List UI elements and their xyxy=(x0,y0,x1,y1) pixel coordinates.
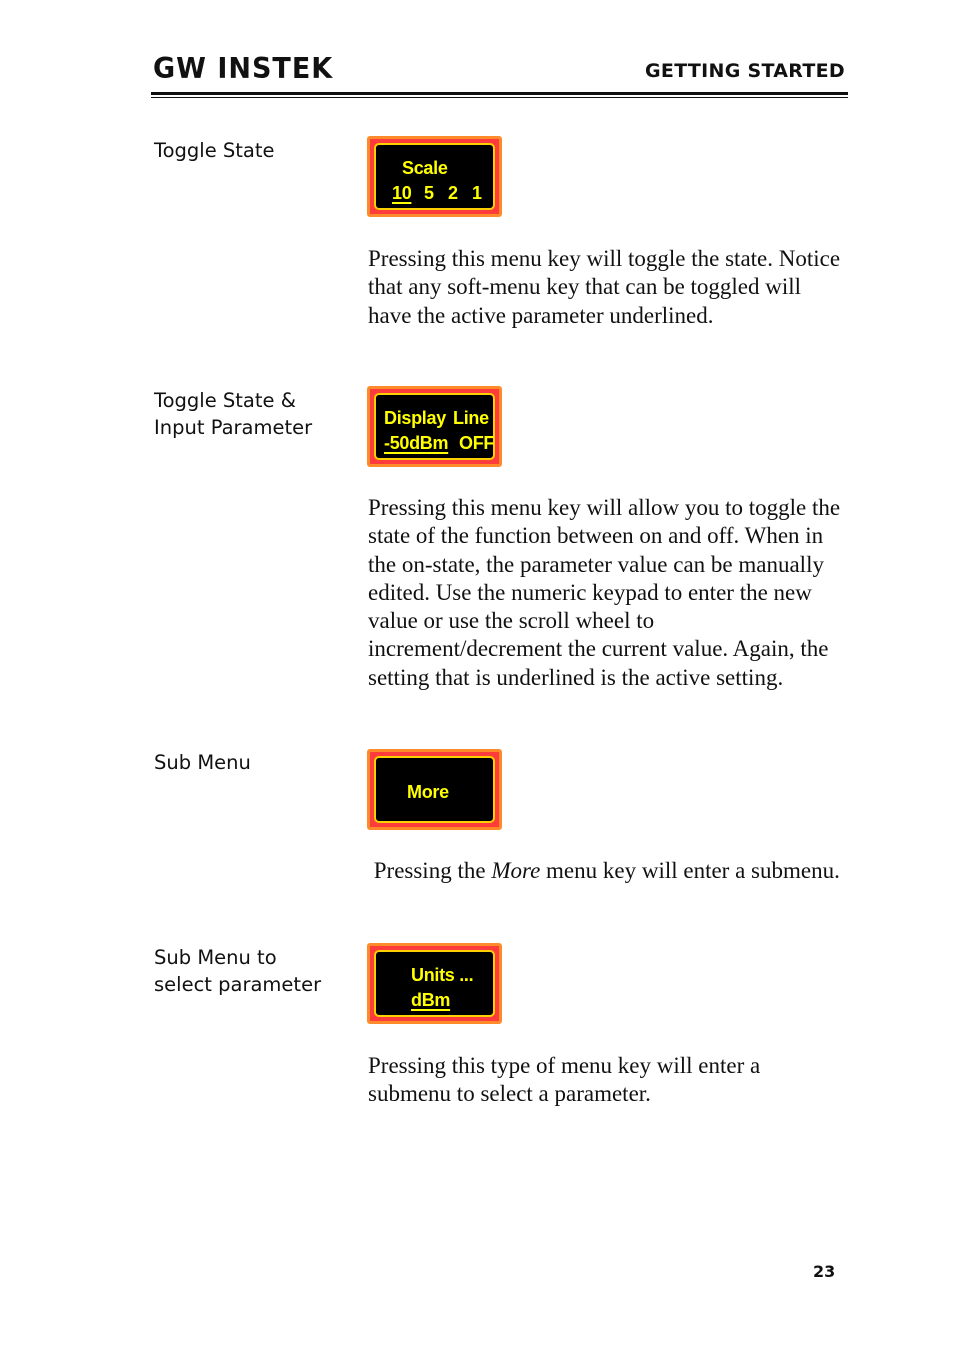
section-title: GETTING STARTED xyxy=(645,60,845,82)
softkey-option: 2 xyxy=(448,183,458,203)
softkey-title: Scale xyxy=(402,158,448,178)
entry-description: Pressing this menu key will allow you to toggle the state of the function between on and off. When in the on-state, the parameter value can be manually edited. Use the numeric keypad to enter the new value or use the scroll wheel to increment/decrement the current value. Again, the setting that is underlined is the active setting. xyxy=(368,495,841,690)
softkey-option-active: dBm xyxy=(411,990,451,1010)
label-line: Sub Menu to xyxy=(154,946,277,969)
entry-label-sub-menu xyxy=(154,749,344,776)
page-number: 23 xyxy=(813,1262,836,1281)
softkey-title: More xyxy=(407,782,449,802)
softkey-option: OFF xyxy=(459,433,495,453)
softkey-scale[interactable] xyxy=(367,136,502,217)
softkey-face xyxy=(374,143,495,210)
softkey-title: Units ... xyxy=(411,965,474,985)
label-line: select parameter xyxy=(154,973,322,996)
header-rule-thin xyxy=(151,97,848,98)
header-rule xyxy=(151,92,848,95)
entry-description: Pressing this type of menu key will enter a submenu to select a parameter. xyxy=(368,1053,761,1107)
softkey-face xyxy=(374,393,495,460)
entry-label-toggle-input xyxy=(154,387,344,441)
softkey-units[interactable] xyxy=(367,943,502,1024)
softkey-title: Display xyxy=(384,408,446,428)
description-text: Pressing the xyxy=(373,858,492,883)
softkey-option-active: 10 xyxy=(392,183,412,203)
softkey-option: 5 xyxy=(424,183,434,203)
entry-description xyxy=(368,857,848,885)
softkey-option-active: -50dBm xyxy=(384,433,449,453)
softkey-more[interactable] xyxy=(367,749,502,830)
label-line: Toggle State xyxy=(154,139,275,162)
label-line: Toggle State & xyxy=(154,389,296,412)
softkey-option: 1 xyxy=(472,183,482,203)
entry-description: Pressing this menu key will toggle the state. Notice that any soft-menu key that can be toggled will have the active parameter underlined. xyxy=(368,246,841,328)
label-line: Input Parameter xyxy=(154,416,313,439)
description-text: menu key will enter a submenu. xyxy=(540,858,840,883)
softkey-face xyxy=(374,950,495,1017)
softkey-display-line[interactable] xyxy=(367,386,502,467)
entry-label-toggle-state xyxy=(154,137,344,164)
brand-logo: GW INSTEK xyxy=(153,53,334,86)
entry-label-sub-menu-select xyxy=(154,944,344,998)
softkey-title: Line xyxy=(453,408,489,428)
description-emphasis: More xyxy=(491,858,541,883)
softkey-face xyxy=(374,756,495,823)
label-line: Sub Menu xyxy=(154,751,251,774)
